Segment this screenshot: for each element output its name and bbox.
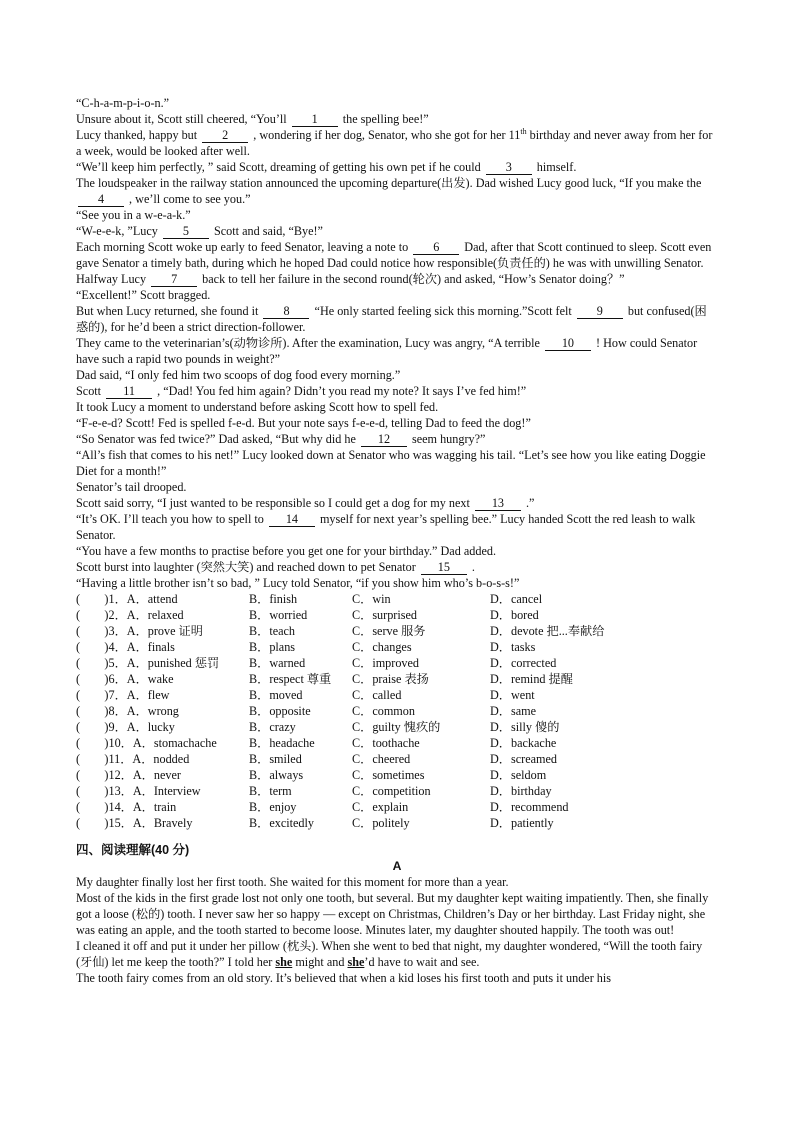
story-line: “C-h-a-m-p-i-o-n.” <box>76 96 170 110</box>
choice-d: D．silly 傻的 <box>490 720 560 734</box>
blank-15: 15 <box>421 561 467 575</box>
story-line: “Excellent!” Scott bragged. <box>76 288 211 302</box>
choice-c: C．praise 表扬 <box>352 672 429 686</box>
option-row <box>76 671 718 687</box>
story-line: The loudspeaker in the railway station announced the upcoming departure(出发). Dad wished Lucy good luck, “If you make the 4 , we’ll come to see you.” <box>76 176 702 206</box>
reading-paragraph: My daughter finally lost her first tooth. She waited for this moment for more than a year. <box>76 875 509 889</box>
blank-11: 11 <box>106 385 152 399</box>
blank-13: 13 <box>475 497 521 511</box>
choice-b: B．excitedly <box>249 816 314 830</box>
choice-d: D．remind 提醒 <box>490 672 573 686</box>
question-choice-a: ( )3．A．prove 证明 <box>76 624 203 638</box>
option-row <box>76 655 718 671</box>
story-line: “All’s fish that comes to his net!” Lucy looked down at Senator who was wagging his tail. “Let’s see how you like eating Doggie Diet for a month!” <box>76 448 706 478</box>
choice-c: C．surprised <box>352 608 417 622</box>
blank-8: 8 <box>263 305 309 319</box>
choice-b: B．term <box>249 784 292 798</box>
option-row <box>76 639 718 655</box>
choice-d: D．screamed <box>490 752 558 766</box>
choice-c: C．cheered <box>352 752 411 766</box>
story-line: They came to the veterinarian’s(动物诊所). After the examination, Lucy was angry, “A terrible 10 ! How could Senator have such a rapid two pounds in weight?” <box>76 336 698 366</box>
story-line: Dad said, “I only fed him two scoops of dog food every morning.” <box>76 368 401 382</box>
choice-d: D．birthday <box>490 784 552 798</box>
choice-b: B．respect 尊重 <box>249 672 332 686</box>
story-line: “You have a few months to practise before you get one for your birthday.” Dad added. <box>76 544 497 558</box>
choice-c: C．called <box>352 688 402 702</box>
choice-c: C．changes <box>352 640 412 654</box>
choice-c: C．politely <box>352 816 410 830</box>
choice-c: C．sometimes <box>352 768 425 782</box>
choice-c: C．guilty 愧疚的 <box>352 720 441 734</box>
choice-d: D．went <box>490 688 535 702</box>
choice-d: D．cancel <box>490 592 543 606</box>
option-row <box>76 703 718 719</box>
blank-5: 5 <box>163 225 209 239</box>
question-choice-a: ( )10．A．stomachache <box>76 736 217 750</box>
choice-d: D．backache <box>490 736 557 750</box>
blank-10: 10 <box>545 337 591 351</box>
question-choice-a: ( )4．A．finals <box>76 640 175 654</box>
choice-b: B．smiled <box>249 752 302 766</box>
blank-7: 7 <box>151 273 197 287</box>
question-choice-a: ( )14．A．train <box>76 800 177 814</box>
choice-c: C．win <box>352 592 391 606</box>
story-line: Halfway Lucy 7 back to tell her failure in the second round(轮次) and asked, “How’s Senator doing？” <box>76 272 625 286</box>
option-row <box>76 735 718 751</box>
story-line: It took Lucy a moment to understand before asking Scott how to spell fed. <box>76 400 439 414</box>
choice-c: C．toothache <box>352 736 420 750</box>
question-choice-a: ( )11．A．nodded <box>76 752 190 766</box>
blank-12: 12 <box>361 433 407 447</box>
choice-b: B．moved <box>249 688 303 702</box>
story-line: “So Senator was fed twice?” Dad asked, “But why did he 12 seem hungry?” <box>76 432 486 446</box>
question-choice-a: ( )1．A．attend <box>76 592 178 606</box>
options-table <box>76 591 718 831</box>
story-line: Each morning Scott woke up early to feed Senator, leaving a note to 6 Dad, after that Scott continued to sleep. Scott even gave Senator a timely bath, during which he hoped Dad could notice how responsible(负责任的) he was with unwilling Senator. <box>76 240 712 270</box>
choice-c: C．serve 服务 <box>352 624 426 638</box>
choice-d: D．tasks <box>490 640 536 654</box>
underlined-word: she <box>347 955 365 969</box>
reading-paragraph: Most of the kids in the first grade lost not only one tooth, but several. But my daughter kept waiting impatiently. Then, she finally got a loose (松的) tooth. I never saw her so happy — except on Christmas, Children’s Day or her birthday. Last Friday night, she was eating an apple, and the tooth started to become loose. Minutes later, my daughter shouted happily. The tooth was out! <box>76 891 709 937</box>
question-choice-a: ( )15．A．Bravely <box>76 816 193 830</box>
blank-1: 1 <box>292 113 338 127</box>
section-heading: 四、阅读理解(40 分) <box>76 843 190 857</box>
choice-b: B．teach <box>249 624 296 638</box>
underlined-word: she <box>275 955 293 969</box>
blank-14: 14 <box>269 513 315 527</box>
choice-d: D．seldom <box>490 768 547 782</box>
story-line: “W-e-e-k, ”Lucy 5 Scott and said, “Bye!” <box>76 224 323 238</box>
choice-b: B．enjoy <box>249 800 297 814</box>
blank-2: 2 <box>202 129 248 143</box>
story-line: Senator’s tail drooped. <box>76 480 187 494</box>
choice-b: B．headache <box>249 736 315 750</box>
question-choice-a: ( )7．A．flew <box>76 688 170 702</box>
blank-9: 9 <box>577 305 623 319</box>
story-line: Unsure about it, Scott still cheered, “You’ll 1 the spelling bee!” <box>76 112 429 126</box>
option-row <box>76 719 718 735</box>
question-choice-a: ( )13．A．Interview <box>76 784 201 798</box>
blank-6: 6 <box>413 241 459 255</box>
story-line: Scott said sorry, “I just wanted to be responsible so I could get a dog for my next 13 .” <box>76 496 535 510</box>
choice-c: C．explain <box>352 800 409 814</box>
choice-b: B．warned <box>249 656 306 670</box>
option-row <box>76 607 718 623</box>
choice-c: C．competition <box>352 784 431 798</box>
story-line: “F-e-e-d? Scott! Fed is spelled f-e-d. But your note says f-e-e-d, telling Dad to feed the dog!” <box>76 416 531 430</box>
passage-label: A <box>392 859 402 873</box>
option-row <box>76 751 718 767</box>
option-row <box>76 815 718 831</box>
question-choice-a: ( )2．A．relaxed <box>76 608 184 622</box>
choice-b: B．crazy <box>249 720 296 734</box>
blank-3: 3 <box>486 161 532 175</box>
option-row <box>76 767 718 783</box>
story-line: But when Lucy returned, she found it 8 “He only started feeling sick this morning.”Scott felt 9 but confused(困惑的), for he’d been a strict direction-follower. <box>76 304 707 334</box>
story-line: “Having a little brother isn’t so bad, ” Lucy told Senator, “if you show him who’s b-o-s-s!” <box>76 576 520 590</box>
choice-d: D．corrected <box>490 656 557 670</box>
choice-c: C．common <box>352 704 415 718</box>
choice-b: B．always <box>249 768 304 782</box>
story-line: “We’ll keep him perfectly, ” said Scott, dreaming of getting his own pet if he could 3 himself. <box>76 160 577 174</box>
option-row <box>76 591 718 607</box>
story-line: Scott burst into laughter (突然大笑) and reached down to pet Senator 15 . <box>76 560 475 574</box>
option-row <box>76 623 718 639</box>
option-row <box>76 783 718 799</box>
choice-b: B．opposite <box>249 704 311 718</box>
choice-b: B．worried <box>249 608 308 622</box>
choice-b: B．finish <box>249 592 298 606</box>
story-line: Lucy thanked, happy but 2 , wondering if her dog, Senator, who she got for her 11th birthday and never away from her for a week, would be looked after well. <box>76 126 713 158</box>
story-line: Scott 11 , “Dad! You fed him again? Didn’t you read my note? It says I’ve fed him!” <box>76 384 527 398</box>
reading-paragraph: I cleaned it off and put it under her pillow (枕头). When she went to bed that night, my daughter wondered, “Will the tooth fairy (牙仙) let me keep the tooth?” I told her she might and she’d have to wait and see. <box>76 939 703 969</box>
reading-paragraph: The tooth fairy comes from an old story. It’s believed that when a kid loses his first tooth and puts it under his <box>76 971 612 985</box>
question-choice-a: ( )9．A．lucky <box>76 720 175 734</box>
choice-d: D．same <box>490 704 537 718</box>
option-row <box>76 687 718 703</box>
choice-d: D．recommend <box>490 800 569 814</box>
story-line: “It’s OK. I’ll teach you how to spell to 14 myself for next year’s spelling bee.” Lucy handed Scott the red leash to walk Senator. <box>76 512 696 542</box>
story-line: “See you in a w-e-a-k.” <box>76 208 191 222</box>
choice-c: C．improved <box>352 656 420 670</box>
question-choice-a: ( )6．A．wake <box>76 672 174 686</box>
question-choice-a: ( )8．A．wrong <box>76 704 179 718</box>
choice-b: B．plans <box>249 640 296 654</box>
choice-d: D．devote 把...奉献给 <box>490 624 605 638</box>
question-choice-a: ( )12．A．never <box>76 768 181 782</box>
worksheet-page <box>76 95 718 986</box>
choice-d: D．patiently <box>490 816 554 830</box>
option-row <box>76 799 718 815</box>
question-choice-a: ( )5．A．punished 惩罚 <box>76 656 220 670</box>
choice-d: D．bored <box>490 608 539 622</box>
blank-4: 4 <box>78 193 124 207</box>
